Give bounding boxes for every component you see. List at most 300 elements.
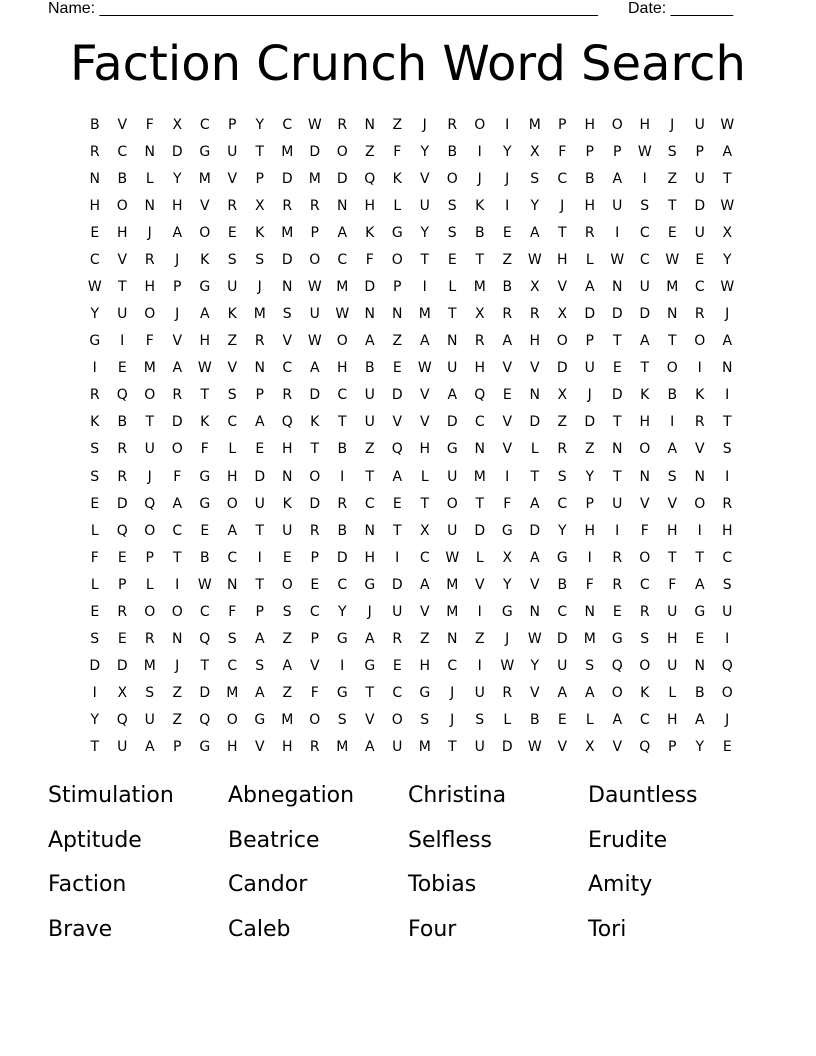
grid-letter: G bbox=[611, 631, 623, 648]
grid-letter: G bbox=[391, 224, 403, 241]
grid-letter: V bbox=[227, 170, 238, 187]
grid-letter: I bbox=[642, 170, 647, 187]
grid-letter: U bbox=[227, 279, 238, 295]
grid-letter: Z bbox=[419, 631, 430, 648]
grid-letter: D bbox=[556, 631, 568, 648]
grid-letter: N bbox=[282, 468, 293, 485]
grid-letter: I bbox=[615, 224, 620, 241]
grid-letter: P bbox=[558, 116, 567, 133]
grid-letter: K bbox=[255, 224, 265, 241]
grid-letter: S bbox=[420, 712, 430, 729]
grid-letter: M bbox=[281, 224, 294, 241]
grid-letter: Y bbox=[420, 143, 430, 160]
grid-letter: E bbox=[310, 576, 320, 593]
grid-letter: B bbox=[89, 116, 100, 133]
grid-letter: U bbox=[447, 360, 458, 377]
grid-letter: U bbox=[392, 603, 403, 620]
grid-letter: J bbox=[477, 170, 482, 187]
grid-letter: X bbox=[557, 387, 568, 404]
grid-letter: T bbox=[90, 739, 100, 756]
grid-letter: C bbox=[227, 549, 238, 566]
grid-letter: U bbox=[447, 522, 458, 539]
grid-letter: N bbox=[474, 441, 485, 458]
grid-letter: V bbox=[639, 495, 650, 512]
grid-letter: O bbox=[611, 685, 623, 702]
grid-letter: C bbox=[557, 603, 568, 620]
grid-letter: T bbox=[475, 495, 485, 512]
grid-letter: I bbox=[257, 549, 262, 566]
grid-letter: W bbox=[720, 279, 735, 295]
grid-letter: O bbox=[391, 712, 403, 729]
grid-letter: D bbox=[391, 387, 403, 404]
grid-letter: D bbox=[639, 306, 651, 323]
grid-letter: N bbox=[364, 116, 375, 133]
grid-letter: S bbox=[722, 441, 732, 458]
grid-letter: Y bbox=[557, 522, 567, 539]
grid-letter: H bbox=[281, 739, 293, 756]
grid-letter: I bbox=[670, 414, 675, 431]
grid-letter: T bbox=[667, 333, 677, 350]
grid-letter: N bbox=[722, 360, 733, 377]
grid-letter: N bbox=[254, 360, 265, 377]
grid-letter: E bbox=[667, 224, 677, 241]
word-list-item: Caleb bbox=[228, 916, 291, 942]
grid-letter: B bbox=[337, 522, 348, 539]
grid-letter: P bbox=[585, 495, 594, 512]
grid-letter: J bbox=[505, 631, 510, 648]
grid-letter: T bbox=[145, 414, 155, 431]
grid-letter: S bbox=[145, 685, 155, 702]
grid-letter: J bbox=[505, 170, 510, 187]
grid-letter: L bbox=[393, 197, 402, 214]
grid-letter: A bbox=[502, 333, 513, 350]
grid-letter: H bbox=[529, 333, 541, 350]
grid-letter: I bbox=[340, 658, 345, 675]
grid-letter: S bbox=[722, 576, 732, 593]
grid-letter: I bbox=[477, 658, 482, 675]
grid-letter: A bbox=[337, 224, 348, 241]
grid-letter: U bbox=[227, 143, 238, 160]
grid-letter: E bbox=[695, 251, 705, 268]
grid-letter: D bbox=[556, 360, 568, 377]
grid-letter: U bbox=[667, 658, 678, 675]
grid-letter: C bbox=[89, 251, 100, 268]
grid-letter: H bbox=[281, 441, 293, 458]
grid-letter: D bbox=[446, 414, 458, 431]
grid-letter: P bbox=[393, 279, 402, 295]
grid-letter: G bbox=[694, 603, 706, 620]
grid-letter: G bbox=[501, 603, 513, 620]
grid-letter: L bbox=[145, 576, 154, 593]
grid-letter: A bbox=[392, 468, 403, 485]
grid-letter: R bbox=[309, 739, 320, 756]
grid-letter: D bbox=[116, 658, 128, 675]
grid-letter: Q bbox=[721, 658, 733, 675]
grid-letter: R bbox=[612, 549, 623, 566]
grid-letter: T bbox=[200, 387, 210, 404]
grid-letter: Z bbox=[172, 712, 183, 729]
grid-letter: C bbox=[337, 251, 348, 268]
grid-letter: G bbox=[199, 279, 211, 295]
word-list-item: Tobias bbox=[408, 872, 477, 897]
grid-letter: O bbox=[391, 251, 403, 268]
grid-letter: J bbox=[175, 251, 180, 268]
grid-letter: R bbox=[447, 116, 458, 133]
grid-letter: X bbox=[117, 685, 128, 702]
grid-letter: G bbox=[556, 549, 568, 566]
grid-letter: I bbox=[725, 468, 730, 485]
grid-letter: Z bbox=[282, 631, 293, 648]
grid-letter: T bbox=[530, 468, 540, 485]
grid-letter: S bbox=[227, 387, 237, 404]
grid-letter: S bbox=[282, 306, 292, 323]
grid-letter: T bbox=[667, 197, 677, 214]
grid-letter: J bbox=[175, 306, 180, 323]
grid-letter: O bbox=[144, 387, 156, 404]
grid-letter: K bbox=[227, 306, 237, 323]
grid-letter: S bbox=[667, 468, 677, 485]
grid-letter: X bbox=[172, 116, 183, 133]
grid-letter: O bbox=[309, 468, 321, 485]
grid-letter: H bbox=[419, 441, 431, 458]
grid-letter: L bbox=[585, 712, 594, 729]
grid-letter: M bbox=[583, 631, 596, 648]
grid-letter: Q bbox=[281, 414, 293, 431]
grid-letter: O bbox=[639, 441, 651, 458]
grid-letter: U bbox=[117, 739, 128, 756]
grid-letter: T bbox=[420, 251, 430, 268]
grid-letter: Y bbox=[585, 468, 595, 485]
grid-letter: F bbox=[503, 495, 512, 512]
grid-letter: G bbox=[336, 685, 348, 702]
grid-letter: I bbox=[92, 360, 97, 377]
word-list-item: Erudite bbox=[588, 827, 668, 853]
grid-letter: R bbox=[172, 387, 183, 404]
grid-letter: F bbox=[365, 251, 374, 268]
grid-letter: B bbox=[364, 360, 375, 377]
grid-letter: H bbox=[144, 279, 156, 295]
grid-letter: A bbox=[557, 685, 568, 702]
grid-letter: O bbox=[281, 576, 293, 593]
grid-letter: Y bbox=[530, 197, 540, 214]
grid-letter: Q bbox=[611, 658, 623, 675]
grid-letter: K bbox=[310, 414, 320, 431]
grid-letter: E bbox=[502, 387, 512, 404]
grid-letter: R bbox=[557, 441, 568, 458]
word-list bbox=[48, 778, 768, 956]
grid-letter: C bbox=[392, 685, 403, 702]
grid-letter: W bbox=[500, 658, 515, 675]
grid-letter: H bbox=[116, 224, 128, 241]
page-title: Faction Crunch Word Search bbox=[70, 36, 746, 92]
grid-letter: T bbox=[447, 306, 457, 323]
grid-letter: E bbox=[392, 495, 402, 512]
grid-letter: P bbox=[668, 739, 677, 756]
grid-letter: M bbox=[528, 116, 541, 133]
grid-letter: I bbox=[120, 333, 125, 350]
grid-letter: P bbox=[173, 739, 182, 756]
grid-letter: W bbox=[87, 279, 102, 295]
grid-letter: Q bbox=[474, 387, 486, 404]
grid-letter: L bbox=[90, 576, 99, 593]
grid-letter: M bbox=[143, 658, 156, 675]
grid-letter: U bbox=[474, 685, 485, 702]
grid-letter: N bbox=[364, 522, 375, 539]
grid-letter: O bbox=[199, 224, 211, 241]
grid-letter: C bbox=[227, 658, 238, 675]
grid-letter: I bbox=[505, 197, 510, 214]
grid-letter: O bbox=[336, 143, 348, 160]
grid-letter: D bbox=[281, 251, 293, 268]
grid-letter: N bbox=[227, 576, 238, 593]
grid-letter: F bbox=[393, 143, 402, 160]
grid-letter: P bbox=[585, 143, 594, 160]
grid-letter: C bbox=[337, 387, 348, 404]
grid-letter: F bbox=[640, 522, 649, 539]
grid-letter: E bbox=[90, 495, 100, 512]
grid-letter: C bbox=[309, 603, 320, 620]
grid-letter: R bbox=[639, 603, 650, 620]
grid-letter: P bbox=[695, 143, 704, 160]
grid-letter: Q bbox=[364, 170, 376, 187]
grid-letter: Y bbox=[90, 306, 100, 323]
grid-letter: Y bbox=[420, 224, 430, 241]
word-list-item: Selfless bbox=[408, 827, 492, 853]
grid-letter: Y bbox=[530, 658, 540, 675]
grid-letter: Z bbox=[474, 631, 485, 648]
grid-letter: Z bbox=[667, 170, 678, 187]
grid-letter: Q bbox=[199, 712, 211, 729]
grid-letter: M bbox=[446, 576, 459, 593]
grid-letter: F bbox=[145, 333, 154, 350]
grid-letter: J bbox=[725, 306, 730, 323]
grid-letter: T bbox=[557, 224, 567, 241]
grid-letter: W bbox=[527, 631, 542, 648]
grid-letter: T bbox=[420, 495, 430, 512]
grid-letter: P bbox=[613, 143, 622, 160]
grid-letter: A bbox=[282, 658, 293, 675]
grid-letter: W bbox=[527, 739, 542, 756]
grid-letter: I bbox=[477, 143, 482, 160]
grid-letter: A bbox=[612, 170, 623, 187]
grid-letter: L bbox=[90, 522, 99, 539]
word-list-item: Amity bbox=[588, 872, 653, 897]
grid-letter: O bbox=[639, 658, 651, 675]
grid-letter: Z bbox=[392, 333, 403, 350]
grid-letter: V bbox=[502, 441, 513, 458]
grid-letter: W bbox=[307, 333, 322, 350]
grid-letter: U bbox=[667, 603, 678, 620]
grid-letter: O bbox=[309, 251, 321, 268]
grid-letter: D bbox=[529, 414, 541, 431]
grid-letter: T bbox=[612, 414, 622, 431]
word-list-item: Candor bbox=[228, 872, 308, 897]
grid-letter: V bbox=[667, 495, 678, 512]
grid-letter: D bbox=[474, 522, 486, 539]
grid-letter: P bbox=[310, 631, 319, 648]
grid-letter: G bbox=[446, 441, 458, 458]
grid-letter: K bbox=[90, 414, 100, 431]
grid-letter: V bbox=[502, 414, 513, 431]
grid-letter: M bbox=[446, 603, 459, 620]
grid-letter: I bbox=[505, 116, 510, 133]
grid-letter: E bbox=[392, 658, 402, 675]
grid-letter: D bbox=[171, 414, 183, 431]
grid-letter: Y bbox=[337, 603, 347, 620]
grid-letter: M bbox=[336, 279, 349, 295]
grid-letter: A bbox=[419, 333, 430, 350]
grid-letter: M bbox=[143, 360, 156, 377]
grid-letter: A bbox=[667, 441, 678, 458]
grid-letter: R bbox=[529, 306, 540, 323]
grid-letter: W bbox=[197, 576, 212, 593]
grid-letter: A bbox=[364, 631, 375, 648]
grid-letter: U bbox=[144, 441, 155, 458]
grid-letter: Z bbox=[584, 441, 595, 458]
grid-letter: S bbox=[337, 712, 347, 729]
grid-letter: X bbox=[254, 197, 265, 214]
word-list-item: Christina bbox=[408, 783, 507, 808]
grid-letter: S bbox=[447, 224, 457, 241]
grid-letter: N bbox=[529, 603, 540, 620]
grid-letter: H bbox=[666, 631, 678, 648]
grid-letter: T bbox=[365, 685, 375, 702]
grid-letter: W bbox=[417, 360, 432, 377]
grid-letter: R bbox=[337, 495, 348, 512]
grid-letter: T bbox=[475, 251, 485, 268]
grid-letter: P bbox=[145, 549, 154, 566]
grid-letter: D bbox=[254, 468, 266, 485]
grid-letter: S bbox=[255, 658, 265, 675]
grid-letter: J bbox=[560, 197, 565, 214]
grid-letter: R bbox=[144, 251, 155, 268]
grid-letter: S bbox=[90, 468, 100, 485]
grid-letter: E bbox=[90, 603, 100, 620]
grid-letter: O bbox=[446, 170, 458, 187]
grid-letter: Q bbox=[199, 631, 211, 648]
grid-letter: T bbox=[640, 360, 650, 377]
grid-letter: W bbox=[197, 360, 212, 377]
grid-letter: T bbox=[255, 143, 265, 160]
grid-letter: F bbox=[558, 143, 567, 160]
grid-letter: K bbox=[392, 170, 402, 187]
grid-letter: V bbox=[694, 441, 705, 458]
grid-letter: T bbox=[447, 739, 457, 756]
grid-letter: U bbox=[612, 495, 623, 512]
grid-letter: C bbox=[419, 549, 430, 566]
grid-letter: A bbox=[722, 143, 733, 160]
grid-letter: C bbox=[282, 360, 293, 377]
grid-letter: Q bbox=[116, 387, 128, 404]
grid-letter: I bbox=[395, 549, 400, 566]
grid-letter: U bbox=[722, 603, 733, 620]
grid-letter: C bbox=[639, 251, 650, 268]
grid-letter: U bbox=[144, 712, 155, 729]
grid-letter: R bbox=[612, 576, 623, 593]
grid-letter: J bbox=[147, 468, 152, 485]
grid-letter: S bbox=[640, 197, 650, 214]
grid-letter: E bbox=[447, 251, 457, 268]
grid-letter: U bbox=[364, 414, 375, 431]
grid-letter: A bbox=[529, 549, 540, 566]
grid-letter: T bbox=[612, 468, 622, 485]
grid-letter: N bbox=[694, 658, 705, 675]
grid-letter: A bbox=[584, 279, 595, 295]
grid-letter: O bbox=[309, 712, 321, 729]
grid-letter: D bbox=[309, 387, 321, 404]
grid-letter: E bbox=[612, 603, 622, 620]
grid-letter: S bbox=[447, 197, 457, 214]
grid-letter: V bbox=[282, 333, 293, 350]
grid-letter: L bbox=[420, 468, 429, 485]
grid-letter: S bbox=[530, 170, 540, 187]
grid-letter: H bbox=[721, 522, 733, 539]
grid-letter: P bbox=[118, 576, 127, 593]
grid-letter: S bbox=[227, 251, 237, 268]
grid-letter: U bbox=[254, 495, 265, 512]
grid-letter: M bbox=[281, 712, 294, 729]
grid-letter: U bbox=[612, 197, 623, 214]
grid-letter: U bbox=[694, 170, 705, 187]
grid-letter: R bbox=[117, 468, 128, 485]
grid-letter: V bbox=[392, 414, 403, 431]
grid-letter: B bbox=[529, 712, 540, 729]
grid-letter: B bbox=[502, 279, 513, 295]
grid-letter: V bbox=[117, 251, 128, 268]
grid-letter: M bbox=[418, 306, 431, 323]
grid-letter: R bbox=[309, 522, 320, 539]
grid-letter: G bbox=[254, 712, 266, 729]
grid-letter: G bbox=[364, 658, 376, 675]
grid-letter: G bbox=[364, 576, 376, 593]
grid-letter: Z bbox=[227, 333, 238, 350]
grid-letter: J bbox=[147, 224, 152, 241]
grid-letter: O bbox=[474, 116, 486, 133]
grid-letter: F bbox=[90, 549, 99, 566]
grid-letter: Q bbox=[639, 739, 651, 756]
grid-letter: S bbox=[475, 712, 485, 729]
word-list-item: Dauntless bbox=[588, 783, 698, 808]
grid-letter: G bbox=[501, 522, 513, 539]
word-list-item: Tori bbox=[588, 916, 627, 942]
grid-letter: D bbox=[116, 495, 128, 512]
grid-letter: A bbox=[254, 414, 265, 431]
grid-letter: X bbox=[722, 224, 733, 241]
grid-letter: J bbox=[587, 387, 592, 404]
grid-letter: F bbox=[200, 441, 209, 458]
grid-letter: B bbox=[117, 170, 128, 187]
grid-letter: R bbox=[227, 197, 238, 214]
grid-letter: R bbox=[694, 306, 705, 323]
grid-letter: M bbox=[226, 685, 239, 702]
grid-letter: D bbox=[281, 170, 293, 187]
grid-letter: W bbox=[665, 251, 680, 268]
grid-letter: O bbox=[639, 549, 651, 566]
grid-letter: N bbox=[529, 387, 540, 404]
grid-letter: L bbox=[228, 441, 237, 458]
grid-letter: R bbox=[722, 495, 733, 512]
grid-letter: N bbox=[172, 631, 183, 648]
grid-letter: I bbox=[587, 549, 592, 566]
grid-letter: D bbox=[89, 658, 101, 675]
grid-letter: N bbox=[144, 143, 155, 160]
grid-letter: V bbox=[309, 658, 320, 675]
grid-letter: N bbox=[447, 333, 458, 350]
grid-letter: Z bbox=[172, 685, 183, 702]
grid-letter: O bbox=[666, 360, 678, 377]
grid-letter: S bbox=[90, 441, 100, 458]
grid-letter: X bbox=[502, 549, 513, 566]
